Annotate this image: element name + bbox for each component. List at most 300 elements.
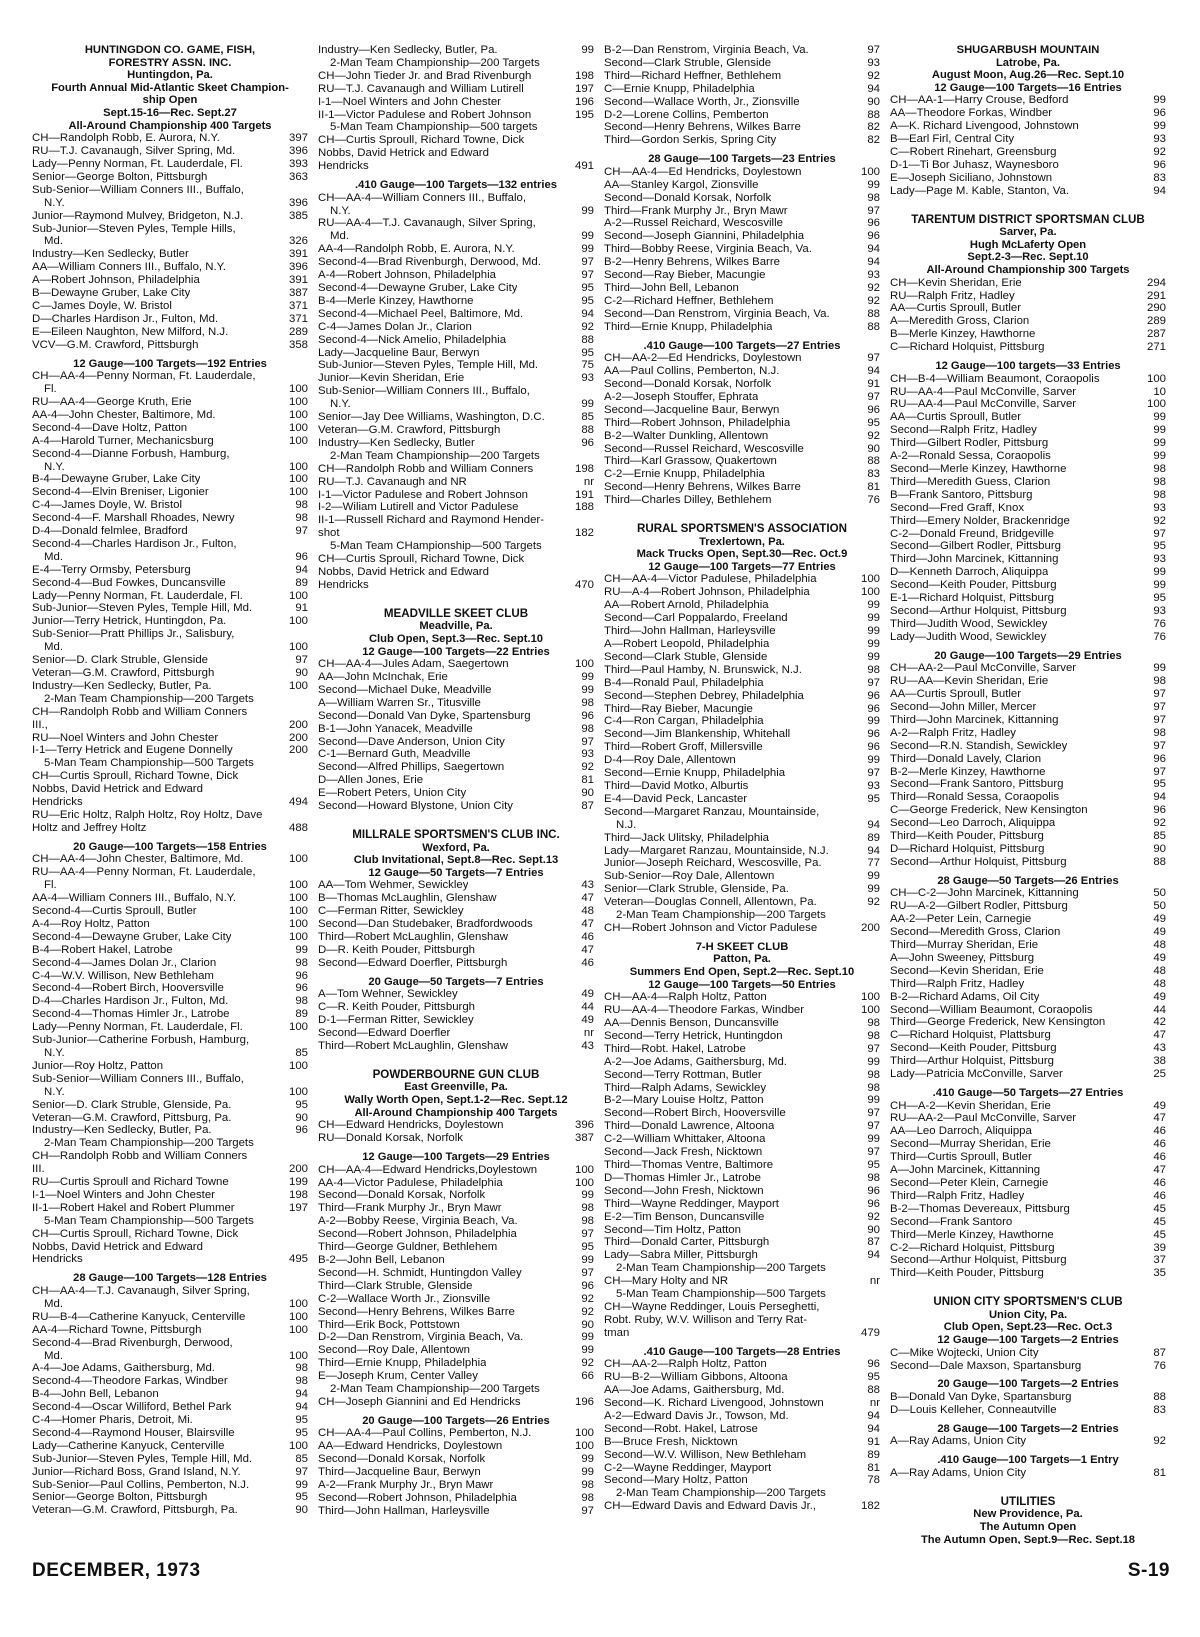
- result-line: [32, 957, 308, 970]
- shooter-entry: Second-4—Dave Holtz, Patton: [32, 421, 188, 434]
- result-line: [604, 481, 880, 494]
- score: 95: [867, 1371, 880, 1384]
- score: 82: [867, 121, 880, 134]
- score: [590, 192, 594, 205]
- result-line: [890, 94, 1166, 107]
- score: 46: [581, 956, 594, 969]
- shooter-entry: Junior—Terry Hetrick, Huntingdon, Pa.: [32, 615, 227, 628]
- result-line: [32, 223, 308, 236]
- results-section: [890, 1454, 1166, 1480]
- score: 45: [1153, 1228, 1166, 1241]
- shooter-entry: A-2—Russel Reichard, Wescosville: [604, 217, 783, 230]
- shooter-entry: C—Robert Rinehart, Greensburg: [890, 146, 1057, 158]
- shooter-entry: A-2—Joseph Stouffer, Ephrata: [604, 390, 759, 403]
- shooter-entry: CH—Curtis Sproull, Richard Towne, Dick: [32, 770, 239, 783]
- shooter-entry: AA—Stanley Kargol, Zionsville: [604, 178, 759, 191]
- result-line: [604, 896, 880, 909]
- result-line: [604, 883, 880, 896]
- shooter-entry: Second—Carl Poppalardo, Freeland: [604, 612, 788, 625]
- result-line: [32, 602, 308, 615]
- result-line: [604, 1211, 880, 1224]
- result-line: [890, 1100, 1166, 1113]
- score: 99: [867, 715, 880, 728]
- score: 98: [867, 1081, 880, 1094]
- shooter-entry: Senior—D. Clark Struble, Glenside, Pa.: [32, 1098, 232, 1111]
- score: 48: [1153, 964, 1166, 977]
- shooter-entry: Second—Gilbert Rodler, Pittsburg: [890, 540, 1061, 553]
- shooter-entry: Third—Merle Kinzey, Hawthorne: [890, 1228, 1054, 1241]
- shooter-entry: Third—Clark Struble, Glenside: [318, 1279, 473, 1292]
- score: 97: [867, 1042, 880, 1055]
- shooter-entry: B-4—Ronald Paul, Philadelphia: [604, 676, 764, 689]
- result-line: [890, 843, 1166, 856]
- result-line: [890, 701, 1166, 714]
- shooter-entry: C—Ernie Knupp, Philadelphia: [604, 82, 755, 95]
- shooter-entry: C-4—Ron Cargan, Philadelphia: [604, 715, 764, 728]
- score: 93: [1153, 553, 1166, 566]
- score: 87: [581, 800, 594, 813]
- score: 98: [1153, 462, 1166, 475]
- shooter-entry: D—Kenneth Darroch, Aliquippa: [890, 566, 1049, 579]
- shooter-entry: Senior—Jay Dee Williams, Washington, D.C.: [318, 411, 545, 424]
- score: nr: [869, 1275, 880, 1288]
- score: 371: [288, 312, 308, 325]
- shooter-entry: Veteran—G.M. Crawford, Pittsburg, Pa.: [32, 1111, 232, 1124]
- score: 100: [288, 853, 308, 866]
- shooter-entry: A—John Marcinek, Kittanning: [890, 1164, 1041, 1177]
- result-line: [318, 96, 594, 109]
- result-line: [604, 703, 880, 716]
- shooter-entry: RU—AA-4—Paul McConville, Sarver: [890, 385, 1077, 398]
- result-line: [604, 1094, 880, 1107]
- result-line: [318, 1119, 594, 1132]
- result-line: [604, 1288, 880, 1301]
- score: 371: [288, 299, 308, 312]
- score: nr: [869, 1397, 880, 1409]
- shooter-entry: C-2—Ernie Knupp, Philadelphia: [604, 468, 765, 481]
- shooter-entry: CH—AA-4—Ralph Holtz, Patton: [604, 991, 767, 1004]
- result-line: [890, 411, 1166, 424]
- shooter-entry: CH—AA-4—Jules Adam, Saegertown: [318, 658, 509, 671]
- result-line: [32, 1021, 308, 1034]
- shooter-entry: Md.: [330, 230, 349, 243]
- score: 76: [1153, 1359, 1166, 1372]
- shooter-entry: CH—AA-4—Victor Padulese, Philadelphia: [604, 573, 817, 586]
- shooter-entry: Second—Arthur Holquist, Pittsburg: [890, 855, 1067, 868]
- shooter-entry: II-1—Victor Padulese and Robert Johnson: [318, 108, 532, 121]
- result-line: [32, 300, 308, 313]
- shooter-entry: AA—Curtis Sproull, Butler: [890, 411, 1022, 424]
- shooter-entry: D-2—Dan Renstrom, Virginia Beach, Va.: [318, 1331, 524, 1344]
- score: 81: [867, 1461, 880, 1474]
- result-line: [890, 1203, 1166, 1216]
- result-line: [890, 830, 1166, 843]
- result-line: [890, 553, 1166, 566]
- score: 92: [867, 429, 880, 442]
- score: 391: [288, 274, 308, 287]
- result-line: [604, 741, 880, 754]
- shooter-entry: AA-4—Randolph Robb, E. Aurora, N.Y.: [318, 243, 515, 256]
- score: 46: [1153, 1125, 1166, 1138]
- results-section: [318, 829, 594, 970]
- result-line: [318, 1202, 594, 1215]
- result-line: [32, 732, 308, 745]
- score: 97: [1153, 700, 1166, 713]
- result-line: [32, 461, 308, 474]
- result-line: [890, 1068, 1166, 1081]
- result-line: [318, 44, 594, 57]
- score: 294: [1146, 276, 1166, 289]
- score: 99: [867, 1133, 880, 1146]
- result-line: [604, 625, 880, 638]
- shooter-entry: D—R. Keith Pouder, Pittsburgh: [318, 943, 476, 956]
- score: 92: [867, 294, 880, 307]
- score: 49: [1153, 926, 1166, 939]
- result-line: [32, 1285, 308, 1298]
- result-line: [318, 1014, 594, 1027]
- score: 96: [867, 1358, 880, 1371]
- score: 92: [581, 1357, 594, 1370]
- score: 92: [1153, 1435, 1166, 1448]
- result-line: [318, 1293, 594, 1306]
- shooter-entry: C-4—W.V. Willison, New Bethleham: [32, 969, 214, 982]
- score: 100: [288, 905, 308, 917]
- result-line: [890, 373, 1166, 386]
- result-line: [318, 1331, 594, 1344]
- result-line: [318, 736, 594, 749]
- shooter-entry: Third—Donald Lavely, Clarion: [890, 752, 1042, 765]
- shooter-entry: Second—Merle Kinzey, Hawthorne: [890, 462, 1067, 475]
- score: 35: [1153, 1267, 1166, 1280]
- shooter-entry: Sub-Senior—William Conners III., Buffalo,: [32, 1072, 244, 1085]
- shooter-entry: CH—Edward Davis and Edward Davis Jr.,: [604, 1500, 817, 1513]
- score: 100: [288, 679, 308, 692]
- result-line: [890, 778, 1166, 791]
- shooter-entry: Second—Donald Korsak, Norfolk: [318, 1453, 486, 1466]
- score: 39: [1153, 1241, 1166, 1254]
- score: 81: [867, 481, 880, 494]
- score: 99: [867, 1094, 880, 1107]
- shooter-entry: Lady—Margaret Ranzau, Mountainside, N.J.: [604, 844, 829, 857]
- shooter-entry: Second—Frank Santoro, Pittsburg: [890, 778, 1064, 791]
- shooter-entry: Second—Donald Korsak, Norfolk: [318, 1189, 486, 1202]
- result-line: [318, 308, 594, 321]
- score: 45: [1153, 1202, 1166, 1215]
- score: 98: [867, 191, 880, 204]
- shooter-entry: III.: [32, 1163, 45, 1176]
- score: 97: [581, 1266, 594, 1279]
- shooter-entry: Second-4—James Dolan Jr., Clarion: [32, 956, 217, 969]
- result-line: [318, 476, 594, 489]
- result-line: [604, 1487, 880, 1500]
- result-line: [890, 450, 1166, 463]
- result-line: [890, 437, 1166, 450]
- score: 100: [1146, 398, 1166, 411]
- result-line: [604, 269, 880, 282]
- score: 97: [581, 269, 594, 282]
- shooter-entry: D—Richard Holquist, Pittsburg: [890, 842, 1045, 855]
- score: [304, 757, 308, 770]
- score: 93: [1153, 501, 1166, 514]
- score: 97: [295, 1465, 308, 1478]
- shooter-entry: CH—Randolph Robb and William Conners: [318, 462, 534, 475]
- result-line: [32, 235, 308, 248]
- shooter-entry: Third—Richard Heffner, Bethlehem: [604, 69, 782, 82]
- shooter-entry: C-1—Bernard Guth, Meadville: [318, 748, 471, 761]
- result-line: [890, 1151, 1166, 1164]
- result-line: [890, 740, 1166, 753]
- section-heading: 12 Gauge—100 Targets—22 Entries: [362, 645, 550, 658]
- shooter-entry: E—Joseph Krum, Center Valley: [318, 1370, 478, 1383]
- section-heading: .410 Gauge—100 Targets—132 entries: [355, 179, 557, 192]
- result-line: [604, 57, 880, 70]
- score: [304, 1285, 308, 1298]
- result-line: [318, 437, 594, 450]
- result-line: [890, 1435, 1166, 1448]
- score: 38: [1153, 1055, 1166, 1068]
- result-line: [604, 1410, 880, 1423]
- result-line: [604, 715, 880, 728]
- result-line: [32, 1215, 308, 1228]
- result-line: [32, 1401, 308, 1414]
- score: 100: [288, 1349, 308, 1362]
- shooter-entry: Third—Ralph Adams, Sewickley: [604, 1081, 767, 1094]
- score: 49: [581, 988, 594, 1001]
- score: 99: [1153, 450, 1166, 463]
- result-line: [890, 714, 1166, 727]
- score: 95: [867, 792, 880, 805]
- shooter-entry: N.Y.: [330, 204, 351, 217]
- score: 92: [581, 1292, 594, 1305]
- result-line: [318, 1254, 594, 1267]
- shooter-entry: Third—Robert Groff, Millersville: [604, 741, 763, 754]
- result-line: [318, 1492, 594, 1505]
- score: 88: [867, 455, 880, 468]
- section-heading: Latrobe, Pa.: [995, 56, 1061, 69]
- score: [304, 866, 308, 879]
- section-heading: August Moon, Aug.26—Rec. Sept.10: [931, 69, 1125, 82]
- section-heading: New Providence, Pa.: [973, 1508, 1083, 1521]
- shooter-entry: Industry—Ken Sedlecky, Butler, Pa.: [318, 44, 498, 56]
- section-heading: 28 Gauge—100 Targets—2 Entries: [937, 1422, 1119, 1435]
- result-line: [890, 1242, 1166, 1255]
- score: 387: [288, 287, 308, 300]
- score: 97: [581, 1228, 594, 1241]
- score: [304, 1034, 308, 1047]
- section-heading: .410 Gauge—100 Targets—28 Entries: [643, 1345, 841, 1358]
- shooter-entry: A—Meredith Gross, Clarion: [890, 315, 1030, 328]
- shooter-entry: RU—A-2—Gilbert Rodler, Pittsburg: [890, 900, 1068, 913]
- results-section: [890, 1087, 1166, 1280]
- result-line: [604, 1371, 880, 1384]
- score: 42: [1153, 1016, 1166, 1029]
- score: 90: [867, 442, 880, 455]
- shooter-entry: Lady—Patricia McConville, Sarver: [890, 1068, 1063, 1081]
- score: 50: [1153, 887, 1166, 900]
- shooter-entry: Third—John Hallman, Harleysville: [318, 1504, 490, 1517]
- score: 97: [581, 735, 594, 748]
- result-line: [32, 274, 308, 287]
- result-line: [604, 909, 880, 922]
- result-line: [604, 44, 880, 57]
- result-line: [890, 107, 1166, 120]
- shooter-entry: A—Robert Leopold, Philadelphia: [604, 638, 770, 650]
- score: 100: [860, 1004, 880, 1017]
- shooter-entry: N.Y.: [44, 460, 65, 473]
- result-line: [890, 1267, 1166, 1280]
- shooter-entry: A—John Sweeney, Pittsburg: [890, 951, 1035, 964]
- result-line: [32, 1311, 308, 1324]
- score: [304, 693, 308, 706]
- shooter-entry: Veteran—Douglas Connell, Allentown, Pa.: [604, 896, 817, 909]
- score: 98: [867, 1171, 880, 1184]
- result-line: [604, 134, 880, 147]
- score: 96: [867, 702, 880, 715]
- shooter-entry: 2-Man Team Championship—200 Targets: [44, 1137, 254, 1150]
- score: 385: [288, 209, 308, 222]
- section-heading: 12 Gauge—100 Targets—2 Entries: [937, 1334, 1119, 1346]
- score: 200: [288, 744, 308, 757]
- result-line: [604, 1462, 880, 1475]
- score: 91: [867, 378, 880, 391]
- score: 200: [288, 718, 308, 731]
- result-line: [318, 1396, 594, 1409]
- result-line: [890, 328, 1166, 341]
- section-heading: 12 Gauge—100 Targets—77 Entries: [648, 560, 836, 573]
- score: 100: [288, 408, 308, 421]
- section-heading: Wexford, Pa.: [422, 841, 490, 854]
- score: 494: [288, 796, 308, 809]
- shooter-entry: B-2—John Bell, Lebanon: [318, 1253, 445, 1266]
- shooter-entry: RU—AA-4—Penny Norman, Ft. Lauderdale,: [32, 866, 256, 879]
- shooter-entry: C—Ferman Ritter, Sewickley: [318, 905, 464, 918]
- shooter-entry: Second—Keith Pouder, Pittsburg: [890, 579, 1057, 592]
- score: 100: [288, 1085, 308, 1098]
- shooter-entry: C-2—Wallace Worth Jr., Zionsville: [318, 1292, 491, 1305]
- shooter-entry: Second—R.N. Standish, Sewickley: [890, 739, 1068, 752]
- score: 96: [867, 689, 880, 702]
- score: 90: [295, 1504, 308, 1517]
- shooter-entry: Sub-Junior—Steven Pyles, Temple Hills,: [32, 222, 236, 235]
- shooter-entry: B-2—Richard Adams, Oil City: [890, 990, 1040, 1003]
- score: 94: [867, 82, 880, 95]
- club-title: MILLRALE SPORTSMEN'S CLUB INC.: [352, 828, 560, 841]
- shooter-entry: B-4—John Bell, Lebanon: [32, 1388, 159, 1401]
- result-line: [890, 185, 1166, 198]
- results-column: [32, 44, 308, 1544]
- result-line: [604, 1198, 880, 1211]
- result-line: [604, 991, 880, 1004]
- shooter-entry: Industry—Ken Sedlecky, Butler: [32, 248, 189, 261]
- score: 100: [288, 641, 308, 654]
- result-line: [604, 1314, 880, 1327]
- score: 90: [581, 1318, 594, 1331]
- shooter-entry: Second—Jim Blankenship, Whitehall: [604, 728, 791, 741]
- score: [304, 448, 308, 461]
- shooter-entry: Third—Ralph Fritz, Hadley: [890, 1189, 1025, 1202]
- score: 98: [581, 696, 594, 709]
- shooter-entry: Nobbs, David Hetrick and Edward: [32, 1240, 203, 1253]
- result-line: [318, 527, 594, 540]
- shooter-entry: Second-4—Michael Peel, Baltimore, Md.: [318, 307, 524, 320]
- result-line: [604, 819, 880, 832]
- result-line: [604, 83, 880, 96]
- score: 93: [581, 372, 594, 385]
- score: 100: [288, 589, 308, 602]
- shooter-entry: CH—AA-4—William Conners III., Buffalo,: [318, 191, 527, 204]
- score: 96: [867, 403, 880, 416]
- shooter-entry: CH—Randolph Robb, E. Aurora, N.Y.: [32, 132, 220, 145]
- shooter-entry: Senior—George Bolton, Pittsburgh: [32, 170, 208, 183]
- score: 93: [867, 269, 880, 282]
- shooter-entry: Second-4—Dewayne Gruber, Lake City: [318, 282, 518, 294]
- shooter-entry: Second—Clark Stuble, Glenside: [604, 650, 768, 663]
- shooter-entry: Third—Judith Wood, Sewickley: [890, 617, 1048, 630]
- score: 92: [867, 282, 880, 294]
- score: 46: [581, 931, 594, 943]
- shooter-entry: A-4—Joe Adams, Gaithersburg, Md.: [32, 1362, 215, 1375]
- result-line: [32, 680, 308, 693]
- score: 96: [867, 217, 880, 230]
- score: 488: [288, 821, 308, 834]
- result-line: [604, 1474, 880, 1487]
- score: 97: [867, 204, 880, 217]
- score: 47: [581, 892, 594, 905]
- score: 88: [867, 108, 880, 121]
- club-title: POWDERBOURNE GUN CLUB: [372, 1067, 540, 1081]
- score: [590, 566, 594, 579]
- score: [590, 121, 594, 134]
- result-line: [32, 615, 308, 628]
- results-section: [890, 214, 1166, 354]
- results-section: [604, 941, 880, 1340]
- shooter-entry: Second—Edward Doerfler: [318, 1027, 451, 1040]
- result-line: [32, 757, 308, 770]
- result-line: [32, 853, 308, 866]
- result-line: [318, 1280, 594, 1293]
- shooter-entry: B-1—John Yanacek, Meadville: [318, 722, 473, 735]
- score: [304, 1337, 308, 1350]
- result-line: [604, 793, 880, 806]
- shooter-entry: CH—Joseph Giannini and Ed Hendricks: [318, 1395, 521, 1408]
- score: 397: [288, 132, 308, 145]
- section-heading: Sept.2-3—Rec. Sept.10: [967, 251, 1089, 264]
- shooter-entry: AA-2—Peter Lein, Carnegie: [890, 913, 1032, 926]
- results-section: [604, 340, 880, 507]
- score: 94: [1153, 791, 1166, 804]
- score: 98: [295, 512, 308, 525]
- shooter-entry: Second—Terry Hetrick, Huntingdon: [604, 1029, 783, 1042]
- score: 100: [288, 1323, 308, 1336]
- result-line: [604, 378, 880, 391]
- score: 76: [1153, 617, 1166, 630]
- score: 95: [867, 416, 880, 429]
- shooter-entry: 5-Man Team CHampionship—500 Targets: [330, 540, 542, 553]
- shooter-entry: CH—B-4—William Beaumont, Coraopolis: [890, 372, 1100, 385]
- result-line: [318, 723, 594, 736]
- shooter-entry: Second-4—Brad Rivenburgh, Derwood, Md.: [318, 256, 541, 269]
- result-line: [318, 710, 594, 723]
- shooter-entry: Second—Keith Pouder, Pittsburg: [890, 1042, 1057, 1055]
- score: 99: [581, 683, 594, 696]
- section-heading: 12 Gauge—100 Targets—50 Entries: [648, 978, 836, 991]
- result-line: [890, 1391, 1166, 1404]
- result-line: [604, 109, 880, 122]
- section-heading: FORESTRY ASSN. INC.: [108, 56, 232, 69]
- section-heading: Wally Worth Open, Sept.1-2—Rec. Sept.12: [344, 1094, 568, 1107]
- result-line: [32, 796, 308, 809]
- result-line: [604, 780, 880, 793]
